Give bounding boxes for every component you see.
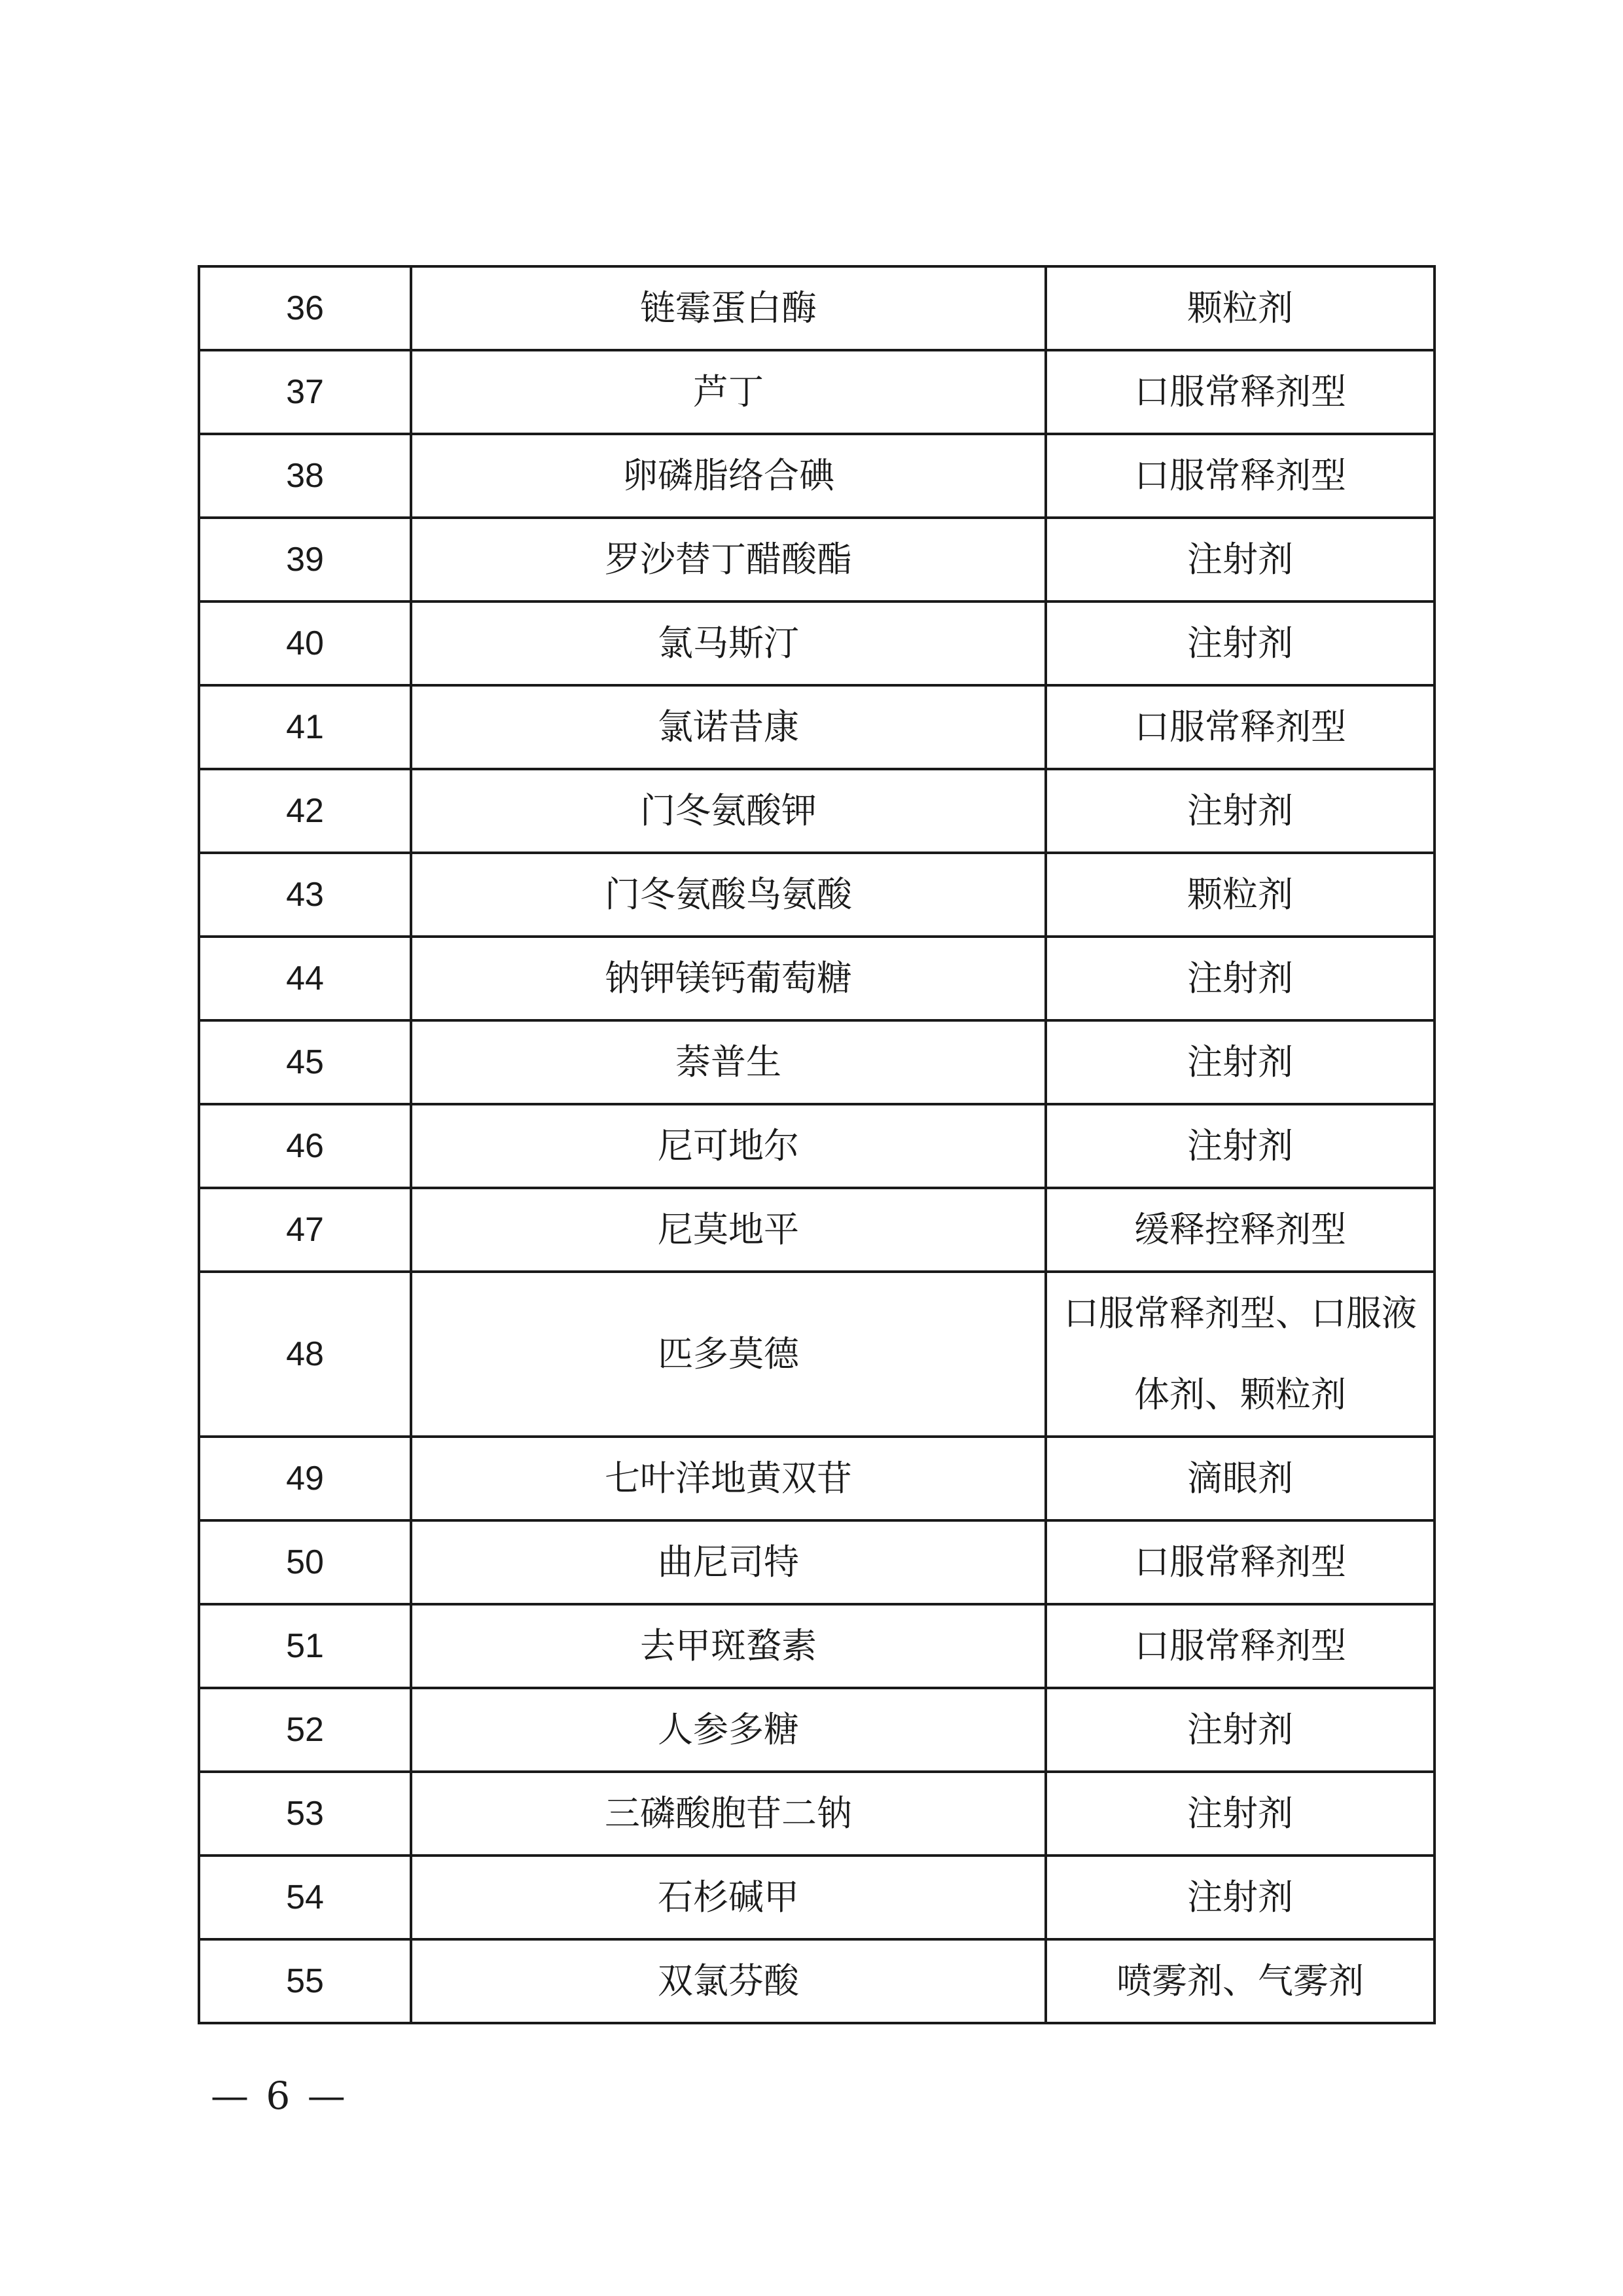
dosage-form: 口服常释剂型 (1046, 1604, 1435, 1688)
dosage-form: 口服常释剂型 (1046, 350, 1435, 434)
row-number: 37 (199, 350, 411, 434)
table-row (199, 1020, 1435, 1104)
dosage-form: 口服常释剂型、口服液体剂、颗粒剂 (1046, 1272, 1435, 1437)
row-number: 49 (199, 1437, 411, 1520)
table-row (199, 769, 1435, 853)
drug-name: 尼莫地平 (411, 1188, 1046, 1272)
dosage-form: 口服常释剂型 (1046, 685, 1435, 769)
table-row (199, 1437, 1435, 1520)
table-row (199, 685, 1435, 769)
row-number: 40 (199, 601, 411, 685)
table-row (199, 937, 1435, 1020)
dosage-form: 注射剂 (1046, 1688, 1435, 1772)
table-row (199, 1520, 1435, 1604)
row-number: 52 (199, 1688, 411, 1772)
drug-name: 门冬氨酸钾 (411, 769, 1046, 853)
dosage-form: 滴眼剂 (1046, 1437, 1435, 1520)
table-row (199, 434, 1435, 518)
drug-name: 链霉蛋白酶 (411, 266, 1046, 350)
drug-name: 三磷酸胞苷二钠 (411, 1772, 1046, 1856)
table-row (199, 350, 1435, 434)
drug-name: 尼可地尔 (411, 1104, 1046, 1188)
dosage-form: 颗粒剂 (1046, 853, 1435, 937)
row-number: 39 (199, 518, 411, 601)
dosage-form: 注射剂 (1046, 518, 1435, 601)
row-number: 55 (199, 1939, 411, 2023)
dosage-form: 喷雾剂、气雾剂 (1046, 1939, 1435, 2023)
table-row (199, 1604, 1435, 1688)
dosage-form: 注射剂 (1046, 1104, 1435, 1188)
table-row (199, 1272, 1435, 1437)
row-number: 47 (199, 1188, 411, 1272)
table-row (199, 266, 1435, 350)
row-number: 51 (199, 1604, 411, 1688)
dosage-form: 口服常释剂型 (1046, 434, 1435, 518)
drug-name: 罗沙替丁醋酸酯 (411, 518, 1046, 601)
row-number: 53 (199, 1772, 411, 1856)
row-number: 46 (199, 1104, 411, 1188)
drug-name: 人参多糖 (411, 1688, 1046, 1772)
drug-name: 去甲斑蝥素 (411, 1604, 1046, 1688)
page-number: — 6 — (211, 2073, 348, 2118)
dosage-form: 缓释控释剂型 (1046, 1188, 1435, 1272)
dosage-form: 注射剂 (1046, 1772, 1435, 1856)
dosage-form: 颗粒剂 (1046, 266, 1435, 350)
drug-name: 匹多莫德 (411, 1272, 1046, 1437)
drug-list-table (198, 265, 1436, 2024)
drug-name: 卵磷脂络合碘 (411, 434, 1046, 518)
table-row (199, 1939, 1435, 2023)
row-number: 38 (199, 434, 411, 518)
drug-name: 氯马斯汀 (411, 601, 1046, 685)
row-number: 44 (199, 937, 411, 1020)
dosage-form: 注射剂 (1046, 1856, 1435, 1939)
row-number: 36 (199, 266, 411, 350)
table-row (199, 853, 1435, 937)
row-number: 43 (199, 853, 411, 937)
table-row (199, 1688, 1435, 1772)
drug-name: 七叶洋地黄双苷 (411, 1437, 1046, 1520)
drug-name: 钠钾镁钙葡萄糖 (411, 937, 1046, 1020)
dosage-form: 注射剂 (1046, 601, 1435, 685)
dosage-form: 注射剂 (1046, 769, 1435, 853)
table-row (199, 1104, 1435, 1188)
row-number: 48 (199, 1272, 411, 1437)
dosage-form: 注射剂 (1046, 937, 1435, 1020)
row-number: 50 (199, 1520, 411, 1604)
table-row (199, 1188, 1435, 1272)
drug-name: 门冬氨酸鸟氨酸 (411, 853, 1046, 937)
drug-name: 芦丁 (411, 350, 1046, 434)
drug-name: 氯诺昔康 (411, 685, 1046, 769)
row-number: 41 (199, 685, 411, 769)
drug-name: 曲尼司特 (411, 1520, 1046, 1604)
table-row (199, 1772, 1435, 1856)
row-number: 45 (199, 1020, 411, 1104)
table-row (199, 601, 1435, 685)
dosage-form: 注射剂 (1046, 1020, 1435, 1104)
table-row (199, 1856, 1435, 1939)
drug-name: 双氯芬酸 (411, 1939, 1046, 2023)
drug-name: 萘普生 (411, 1020, 1046, 1104)
dosage-form: 口服常释剂型 (1046, 1520, 1435, 1604)
drug-name: 石杉碱甲 (411, 1856, 1046, 1939)
table-row (199, 518, 1435, 601)
row-number: 42 (199, 769, 411, 853)
row-number: 54 (199, 1856, 411, 1939)
